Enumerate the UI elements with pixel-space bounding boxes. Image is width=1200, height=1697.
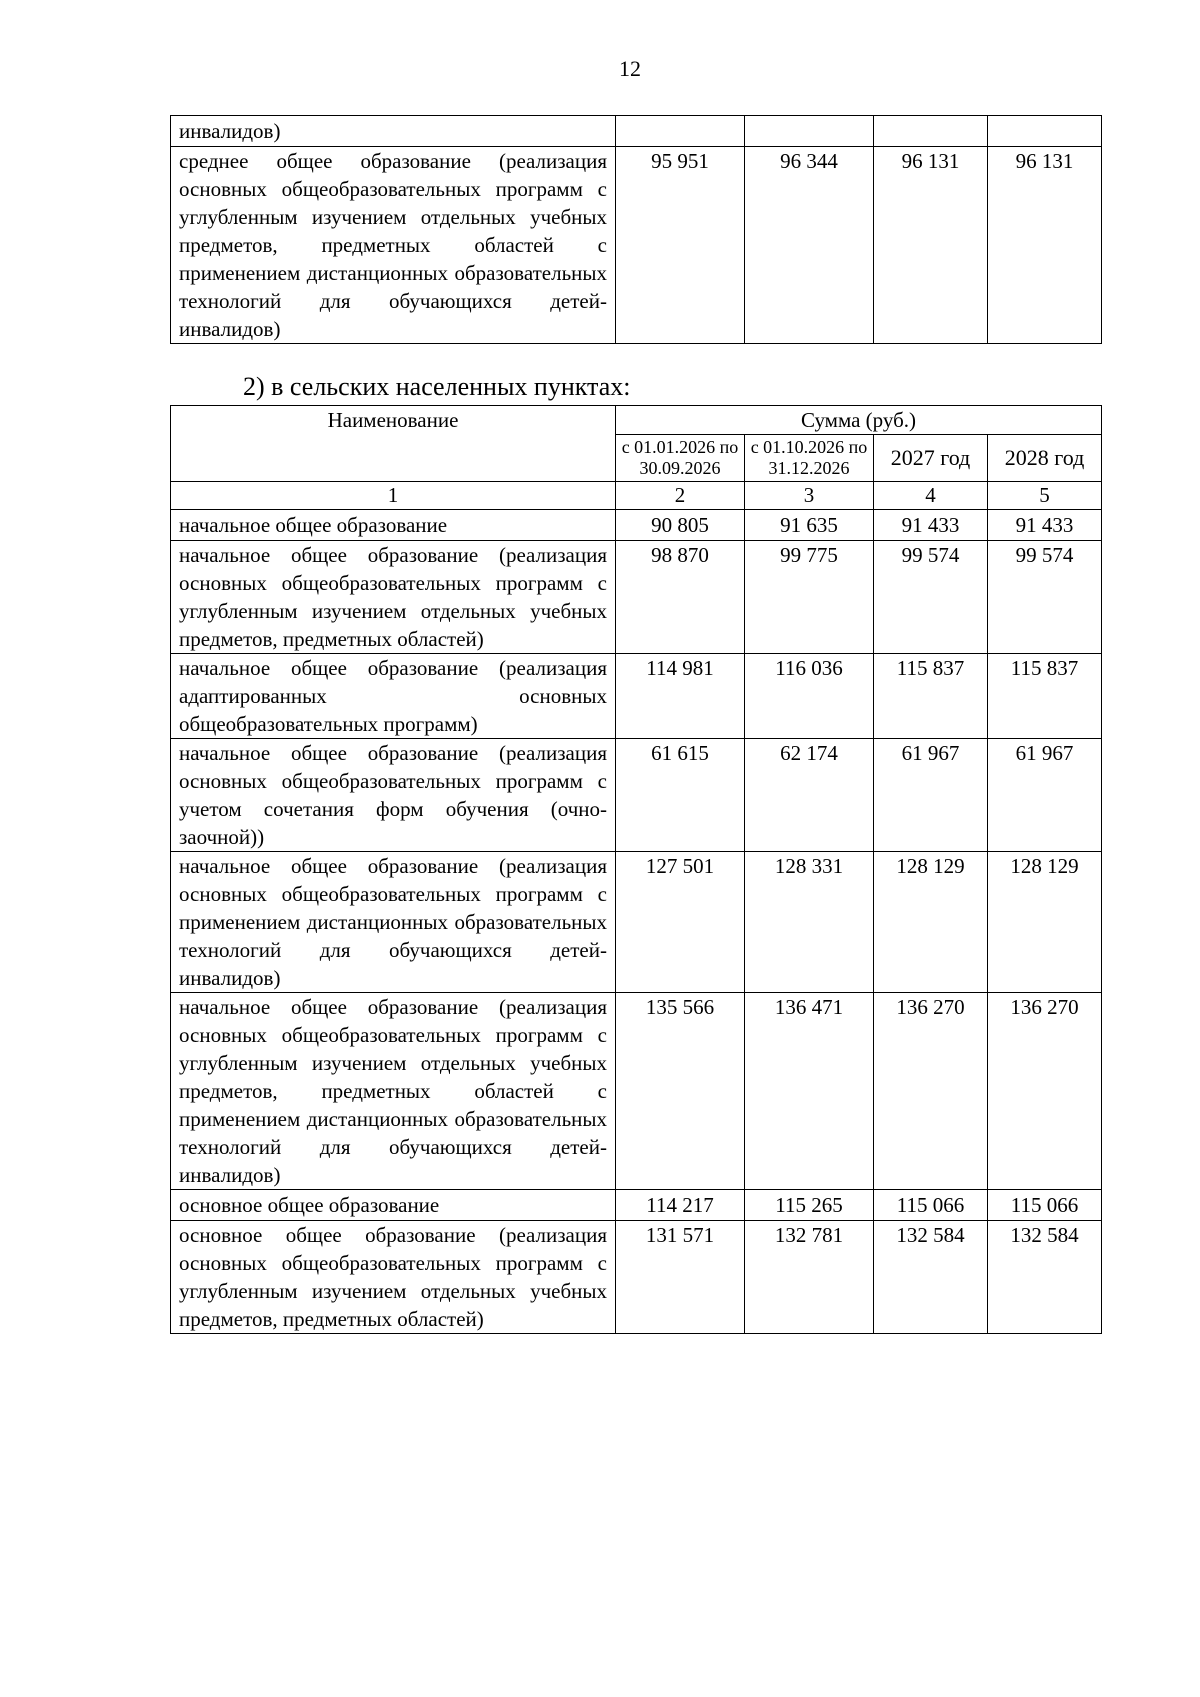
column-number: 5 — [988, 482, 1102, 510]
row-name: начальное общее образование — [171, 510, 616, 541]
row-value: 115 265 — [745, 1190, 874, 1221]
row-value: 99 775 — [745, 541, 874, 654]
row-value: 136 471 — [745, 993, 874, 1190]
row-value: 90 805 — [616, 510, 745, 541]
row-value: 128 129 — [874, 852, 988, 993]
rural-cost-table — [170, 405, 1102, 1334]
row-name: основное общее образование — [171, 1190, 616, 1221]
header-period-2: с 01.10.2026 по 31.12.2026 — [745, 435, 874, 482]
row-value: 136 270 — [988, 993, 1102, 1190]
table-row — [171, 541, 1102, 654]
header-row — [171, 406, 1102, 435]
row-value: 128 129 — [988, 852, 1102, 993]
row-value: 132 781 — [745, 1221, 874, 1334]
table-row — [171, 510, 1102, 541]
page-number: 12 — [619, 56, 641, 81]
row-value: 98 870 — [616, 541, 745, 654]
row-value: 115 066 — [874, 1190, 988, 1221]
row-name: начальное общее образование (реализация основных общеобразовательных программ с учетом сочетания форм обучения (очно-заочной)) — [171, 739, 616, 852]
row-value: 96 344 — [745, 147, 874, 344]
row-value: 132 584 — [988, 1221, 1102, 1334]
row-value: 99 574 — [988, 541, 1102, 654]
row-value: 61 967 — [874, 739, 988, 852]
continuation-table — [170, 115, 1102, 344]
table-row — [171, 654, 1102, 739]
header-name: Наименование — [171, 406, 616, 482]
column-number: 3 — [745, 482, 874, 510]
row-name: основное общее образование (реализация основных общеобразовательных программ с углубленным изучением отдельных учебных предметов, предметных областей) — [171, 1221, 616, 1334]
column-number: 1 — [171, 482, 616, 510]
row-value: 91 635 — [745, 510, 874, 541]
row-name: начальное общее образование (реализация основных общеобразовательных программ с применением дистанционных образовательных технологий для обучающихся детей-инвалидов) — [171, 852, 616, 993]
column-number: 2 — [616, 482, 745, 510]
row-value: 127 501 — [616, 852, 745, 993]
continuation-table-body — [171, 116, 1102, 344]
row-value: 96 131 — [988, 147, 1102, 344]
table-row — [171, 739, 1102, 852]
row-value — [616, 116, 745, 147]
table-row — [171, 147, 1102, 344]
row-value: 91 433 — [874, 510, 988, 541]
row-name: среднее общее образование (реализация основных общеобразовательных программ с углубленным изучением отдельных учебных предметов, предметных областей с применением дистанционных образовательных технологий для обучающихся детей-инвалидов) — [171, 147, 616, 344]
row-value: 131 571 — [616, 1221, 745, 1334]
row-value: 61 967 — [988, 739, 1102, 852]
header-period-1: с 01.01.2026 по 30.09.2026 — [616, 435, 745, 482]
table-row — [171, 1221, 1102, 1334]
table-row — [171, 116, 1102, 147]
row-value: 114 981 — [616, 654, 745, 739]
row-value: 132 584 — [874, 1221, 988, 1334]
row-value: 91 433 — [988, 510, 1102, 541]
row-value — [745, 116, 874, 147]
row-value: 136 270 — [874, 993, 988, 1190]
section-heading: 2) в сельских населенных пунктах: — [243, 372, 631, 401]
row-value: 115 837 — [988, 654, 1102, 739]
row-value: 95 951 — [616, 147, 745, 344]
row-name: начальное общее образование (реализация адаптированных основных общеобразовательных программ) — [171, 654, 616, 739]
row-value: 116 036 — [745, 654, 874, 739]
row-value: 99 574 — [874, 541, 988, 654]
row-name: инвалидов) — [171, 116, 616, 147]
row-value: 115 837 — [874, 654, 988, 739]
row-value: 114 217 — [616, 1190, 745, 1221]
row-name: начальное общее образование (реализация основных общеобразовательных программ с углубленным изучением отдельных учебных предметов, предметных областей) — [171, 541, 616, 654]
header-year-2028: 2028 год — [988, 435, 1102, 482]
row-value: 128 331 — [745, 852, 874, 993]
row-value — [874, 116, 988, 147]
row-value: 96 131 — [874, 147, 988, 344]
row-value: 115 066 — [988, 1190, 1102, 1221]
table-row — [171, 852, 1102, 993]
row-value: 61 615 — [616, 739, 745, 852]
column-number: 4 — [874, 482, 988, 510]
row-value: 62 174 — [745, 739, 874, 852]
row-name: начальное общее образование (реализация основных общеобразовательных программ с углубленным изучением отдельных учебных предметов, предметных областей с применением дистанционных образовательных технологий для обучающихся детей-инвалидов) — [171, 993, 616, 1190]
header-sum: Сумма (руб.) — [616, 406, 1102, 435]
row-value — [988, 116, 1102, 147]
table-row — [171, 1190, 1102, 1221]
column-numbers-row — [171, 482, 1102, 510]
table-row — [171, 993, 1102, 1190]
rural-table-body — [171, 510, 1102, 1334]
header-year-2027: 2027 год — [874, 435, 988, 482]
row-value: 135 566 — [616, 993, 745, 1190]
